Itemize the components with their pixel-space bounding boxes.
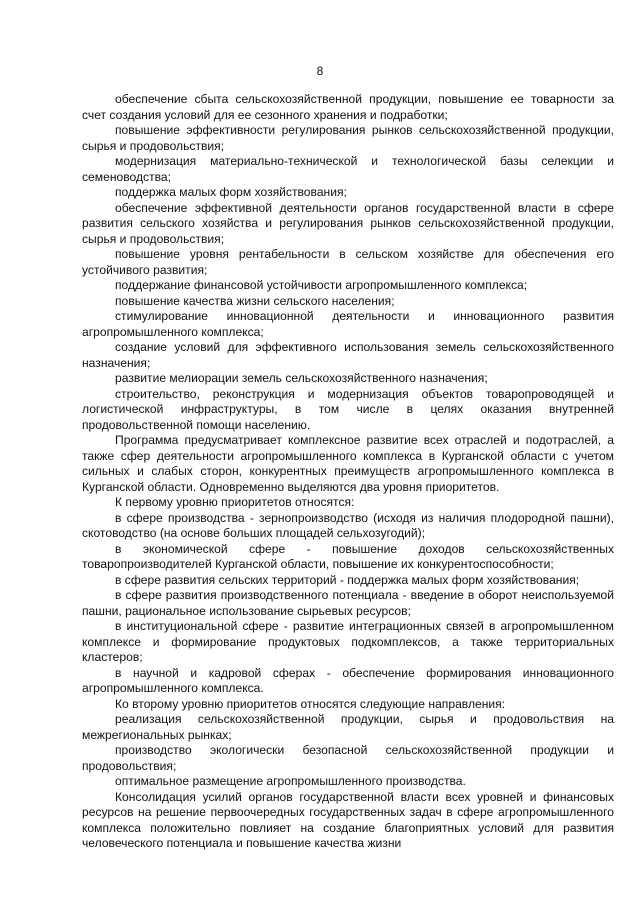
paragraph: К первому уровню приоритетов относятся:: [115, 495, 355, 509]
paragraph: реализация сельскохозяйственной продукции, сырья и продовольствия на межрегиональных рынках;: [82, 712, 614, 742]
paragraph: в сфере развития сельских территорий - поддержка малых форм хозяйствования;: [115, 572, 580, 587]
paragraph: в институциональной сфере - развитие интеграционных связей в агропромышленном комплексе и формирование продуктовых подкомплексов, а также территориальных кластеров;: [82, 619, 614, 664]
paragraph: Консолидация усилий органов государственной власти всех уровней и финансовых ресурсов на решение первоочередных государственных задач в сфере агропромышленного комплекса положительно повлияет на создание благоприятных условий для развития человеческого потенциала и повышение качества жизни: [82, 789, 614, 850]
paragraph: в научной и кадровой сферах - обеспечение формирования инновационного агропромышленного комплекса.: [82, 665, 614, 695]
paragraph: поддержание финансовой устойчивости агропромышленного комплекса;: [115, 278, 528, 292]
paragraph: производство экологически безопасной сельскохозяйственной продукции и продовольствия;: [82, 743, 614, 773]
paragraph: модернизация материально-технической и технологической базы селекции и семеноводства;: [82, 154, 614, 184]
paragraph: повышение эффективности регулирования рынков сельскохозяйственной продукции, сырья и продовольствия;: [82, 123, 614, 153]
document-body: [82, 92, 614, 852]
paragraph: стимулирование инновационной деятельности и инновационного развития агропромышленного комплекса;: [82, 309, 614, 339]
page-number: 8: [316, 64, 324, 78]
paragraph: оптимальное размещение агропромышленного производства.: [115, 774, 466, 788]
paragraph: строительство, реконструкция и модернизация объектов товаропроводящей и логистической инфраструктуры, в том числе в целях оказания внутренней продовольственной помощи населению.: [82, 386, 614, 432]
paragraph: Ко второму уровню приоритетов относятся следующие направления:: [115, 696, 506, 711]
paragraph: повышение качества жизни сельского населения;: [115, 293, 395, 308]
paragraph: в экономической сфере - повышение доходов сельскохозяйственных товаропроизводителей Курганской области, повышение их конкурентоспособности;: [82, 541, 614, 571]
paragraph: создание условий для эффективного использования земель сельскохозяйственного назначения;: [82, 340, 614, 370]
paragraph: в сфере развития производственного потенциала - введение в оборот неиспользуемой пашни, рациональное использование сырьевых ресурсов;: [82, 588, 614, 618]
paragraph: в сфере производства - зернопроизводство (исходя из наличия плодородной пашни), скотоводство (на основе больших площадей сельхозугодий);: [82, 510, 614, 540]
paragraph: обеспечение эффективной деятельности органов государственной власти в сфере развития сельского хозяйства и регулирования рынков сельскохозяйственной продукции, сырья и продовольствия;: [82, 200, 614, 246]
paragraph: обеспечение сбыта сельскохозяйственной продукции, повышение ее товарности за счет создания условий для ее сезонного хранения и подработки;: [82, 92, 614, 122]
paragraph: поддержка малых форм хозяйствования;: [115, 185, 347, 199]
paragraph: Программа предусматривает комплексное развитие всех отраслей и подотраслей, а также сфер деятельности агропромышленного комплекса в Курганской области с учетом сильных и слабых сторон, конкурентных преимуществ агропромышленного комплекса в Курганской области. Одновременно выделяются два уровня приоритетов.: [82, 433, 614, 494]
paragraph: повышение уровня рентабельности в сельском хозяйстве для обеспечения его устойчивого развития;: [82, 247, 614, 277]
paragraph: развитие мелиорации земель сельскохозяйственного назначения;: [115, 371, 488, 385]
